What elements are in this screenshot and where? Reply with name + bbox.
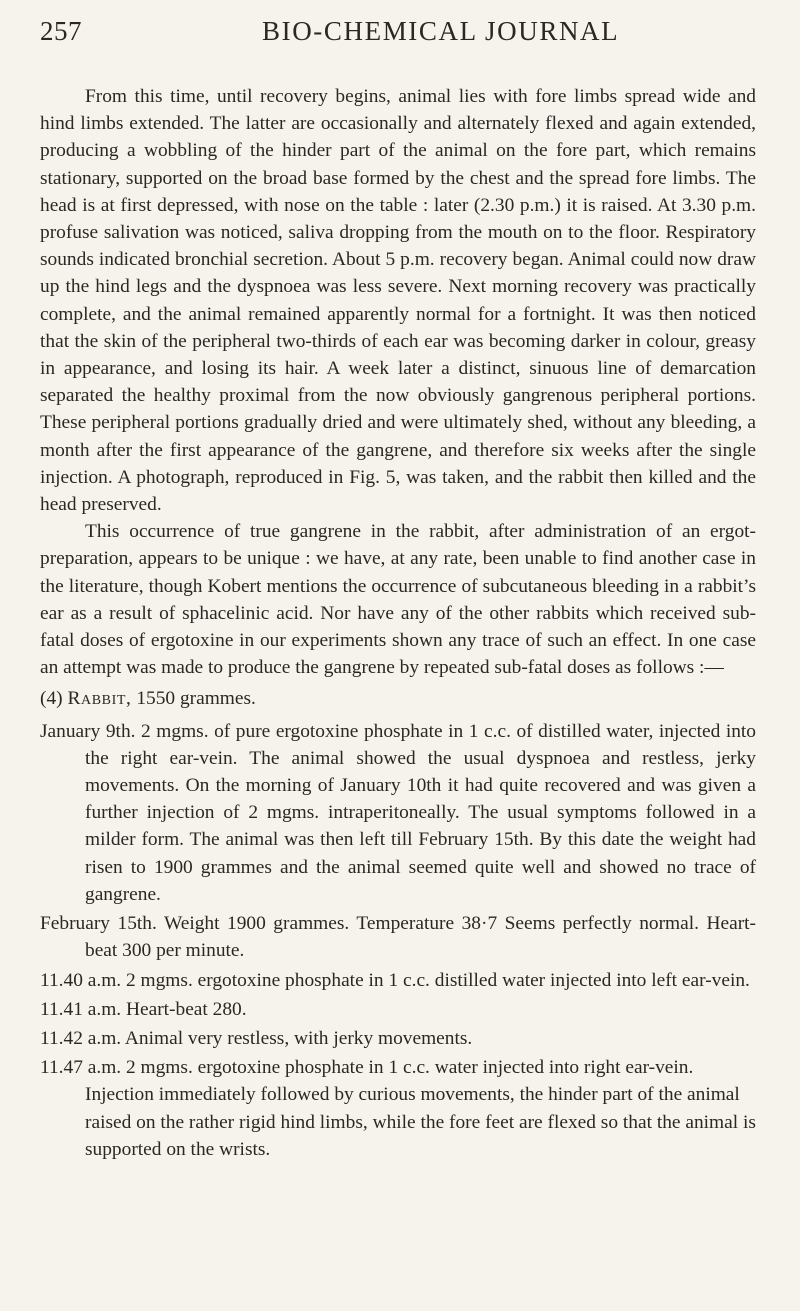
experiment-label: Rabbit, — [67, 688, 132, 710]
log-entry-1141: 11.41 a.m. Heart-beat 280. — [40, 998, 247, 1020]
experiment-heading — [40, 685, 756, 712]
log-entry-1147: 11.47 a.m. 2 mgms. ergotoxine phosphate in 1 c.c. water injected into right ear-vein. Injection immediately followed by curious movements, the hinder part of the animal raised on the rather rigid hind limbs, while the fore feet are flexed so that the animal is supported on the wrists. — [40, 1057, 756, 1160]
log-entry-january-9: January 9th. 2 mgms. of pure ergotoxine phosphate in 1 c.c. of distilled water, injected into the right ear-vein. The animal showed the usual dyspnoea and restless, jerky movements. On the morning of January 10th it had quite recovered and was given a further injection of 2 mgms. intraperitoneally. The usual symptoms followed in a milder form. The animal was then left till February 15th. By this date the weight had risen to 1900 grammes and the animal seemed quite well and showed no trace of gangrene. — [40, 720, 756, 905]
log-entry-1140: 11.40 a.m. 2 mgms. ergotoxine phosphate in 1 c.c. distilled water injected into left ear-vein. — [40, 969, 750, 991]
page-number: 257 — [40, 16, 82, 46]
article-body — [40, 83, 756, 1165]
experiment-weight: 1550 grammes. — [136, 688, 256, 710]
log-entry-1142: 11.42 a.m. Animal very restless, with jerky movements. — [40, 1027, 473, 1049]
experiment-number: (4) — [40, 688, 63, 710]
running-head: BIO-CHEMICAL JOURNAL — [262, 16, 620, 46]
log-entry-february-15: February 15th. Weight 1900 grammes. Temperature 38·7 Seems perfectly normal. Heart-beat 300 per minute. — [40, 913, 756, 962]
paragraph-observation: From this time, until recovery begins, animal lies with fore limbs spread wide and hind limbs extended. The latter are occasionally and alternately flexed and again extended, producing a wobbling of the hinder part of the animal on the fore part, which remains stationary, supported on the broad base formed by the chest and the spread fore limbs. The head is at first depressed, with nose on the table : later (2.30 p.m.) it is raised. At 3.30 p.m. profuse salivation was noticed, saliva dropping from the mouth on to the floor. Respiratory sounds indicated bronchial secretion. About 5 p.m. recovery began. Animal could now draw up the hind legs and the dyspnoea was less severe. Next morning recovery was practically complete, and the animal remained apparently normal for a fortnight. It was then noticed that the skin of the peripheral two-thirds of each ear was becoming darker in colour, greasy in appearance, and losing its hair. A week later a distinct, sinuous line of demarcation separated the healthy proximal from the now obviously gangrenous peripheral portions. These peripheral portions gradually dried and were ultimately shed, without any bleeding, a month after the first appearance of the gangrene, and therefore six weeks after the single injection. A photograph, reproduced in Fig. 5, was taken, and the rabbit then killed and the head preserved. — [40, 86, 756, 516]
page-header — [0, 6, 800, 56]
paragraph-discussion: This occurrence of true gangrene in the rabbit, after administration of an ergot-preparation, appears to be unique : we have, at any rate, been unable to find another case in the literature, though Kobert mentions the occurrence of subcutaneous bleeding in a rabbit’s ear as a result of sphacelinic acid. Nor have any of the other rabbits which received sub-fatal doses of ergotoxine in our experiments shown any trace of such an effect. In one case an attempt was made to produce the gangrene by repeated sub-fatal doses as follows :— — [40, 521, 756, 679]
